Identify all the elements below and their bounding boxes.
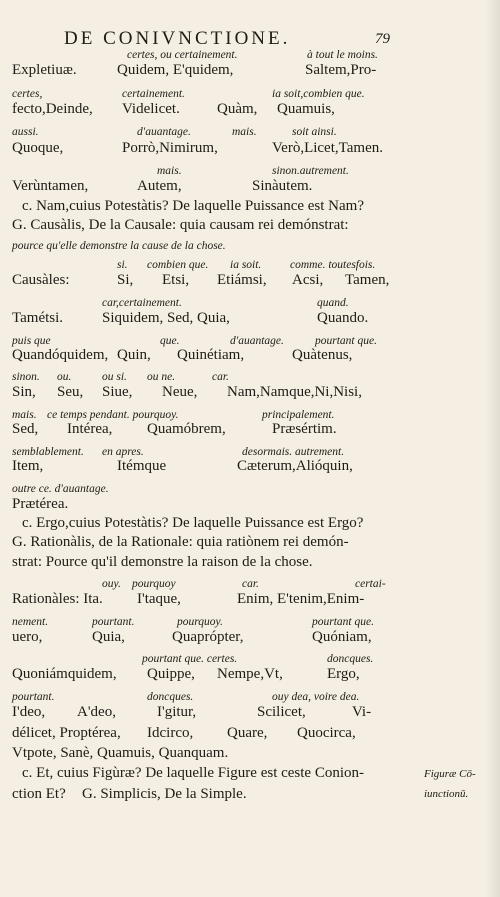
gloss-text: ce temps pendant. pourquoy. [47,409,179,421]
latin-text: Tamen, [345,272,390,288]
gloss-text: ouy dea, voire dea. [272,691,360,703]
latin-text: Sed, [12,421,39,437]
latin-text: Vtpote, Sanè, Quamuis, Quanquam. [12,745,229,761]
gloss-text: ia soit. [230,259,262,271]
latin-text: Quando. [317,310,369,326]
text-line [0,382,500,404]
text-line [0,345,500,367]
latin-text: I'gitur, [157,704,197,720]
gloss-text: nement. [12,616,49,628]
gloss-text: d'auantage. [137,126,191,138]
gloss-text: ou. [57,371,72,383]
latin-text: Cæterum,Alióquin, [237,458,353,474]
gloss-text: mais. [12,409,37,421]
latin-text: Quippe, [147,666,195,682]
text-line [0,552,500,574]
page-number: 79 [375,31,390,47]
gloss-text: pourtant que. [312,616,374,628]
latin-text: Nam,Namque,Ni,Nisi, [227,384,362,400]
latin-text: Præsértim. [272,421,337,437]
latin-text: Quàtenus, [292,347,353,363]
margin-note: iunctionū. [424,788,469,800]
latin-text: Quin, [117,347,151,363]
text-line [0,589,500,611]
latin-text: Quocirca, [297,725,356,741]
latin-text: strat: Pource qu'il demonstre la raison de la chose. [12,554,313,570]
text-line [0,419,500,441]
latin-text: c. Et, cuius Figùræ? De laquelle Figure est ceste Conion- [22,765,365,781]
text-line [0,723,500,745]
gloss-text: principalement. [262,409,335,421]
latin-text: Quia, [92,629,125,645]
gloss-text: comme. toutesfois. [290,259,376,271]
text-line [0,176,500,198]
latin-text: Quare, [227,725,268,741]
text-line [0,215,500,237]
text-line [0,138,500,160]
latin-text: Ergo, [327,666,360,682]
latin-text: c. Ergo,cuius Potestàtis? De laquelle Puissance est Ergo? [22,515,364,531]
latin-text: Idcirco, [147,725,194,741]
latin-text: Videlicet. [122,101,180,117]
gloss-text: pourtant que. [315,335,377,347]
gloss-text: certes, [12,88,43,100]
gloss-text: pource qu'elle demonstre la cause de la chose. [12,240,226,252]
latin-text: Verò,Licet,Tamen. [272,140,383,156]
latin-text: uero, [12,629,43,645]
text-line [0,270,500,292]
gloss-text: d'auantage. [230,335,284,347]
gloss-text: à tout le moins. [307,49,378,61]
latin-text: délicet, Proptérea, [12,725,121,741]
gloss-text: outre ce. d'auantage. [12,483,109,495]
text-line [0,99,500,121]
gloss-text: ouy. [102,578,121,590]
latin-text: Porrò,Nimirum, [122,140,218,156]
gloss-text: pourtant. [92,616,135,628]
page-edge-shadow [486,0,500,897]
gloss-text: ou ne. [147,371,176,383]
latin-text: Intérea, [67,421,113,437]
latin-text: G. Causàlis, De la Causale: quia causam rei demónstrat: [12,217,349,233]
latin-text: Causàles: [12,272,70,288]
latin-text: Quidem, E'quidem, [117,62,234,78]
latin-text: I'taque, [137,591,181,607]
text-line [0,627,500,649]
gloss-text: sinon. [12,371,40,383]
latin-text: Vi- [352,704,372,720]
latin-text: Quóniam, [312,629,372,645]
running-header: DE CONIVNCTIONE. [64,28,291,49]
gloss-text: pourtant. [12,691,55,703]
latin-text: Tamétsi. [12,310,64,326]
gloss-text: ia soit,combien que. [272,88,365,100]
gloss-text: certainement. [122,88,185,100]
latin-text: ction Et? [12,786,66,802]
gloss-text: pourquoy [132,578,176,590]
gloss-text: car. [212,371,229,383]
latin-text: Autem, [137,178,182,194]
latin-text: Enim, E'tenim,Enim- [237,591,365,607]
text-line [0,702,500,724]
latin-text: Saltem,Pro- [305,62,377,78]
latin-text: Neue, [162,384,198,400]
text-line [0,664,500,686]
gloss-text: sinon.autrement. [272,165,349,177]
gloss-text: certai- [355,578,386,590]
latin-text: Siue, [102,384,133,400]
latin-text: Scilicet, [257,704,306,720]
latin-text: Sinàutem. [252,178,313,194]
latin-text: Acsi, [292,272,324,288]
gloss-text: ou si. [102,371,127,383]
latin-text: fecto,Deinde, [12,101,93,117]
latin-text: Verùntamen, [12,178,89,194]
latin-text: Quamóbrem, [147,421,226,437]
latin-text: Etsi, [162,272,190,288]
latin-text: G. Simplicis, De la Simple. [82,786,247,802]
gloss-text: en apres. [102,446,144,458]
latin-text: Sin, [12,384,36,400]
latin-text: Quoniámquidem, [12,666,117,682]
latin-text: Quoque, [12,140,64,156]
latin-text: G. Rationàlis, de la Rationale: quia ratiònem rei demón- [12,534,349,550]
gloss-text: que. [160,335,180,347]
latin-text: Rationàles: Ita. [12,591,103,607]
text-line [0,308,500,330]
latin-text: Seu, [57,384,84,400]
gloss-text: certes, ou certainement. [127,49,238,61]
text-line [0,743,500,765]
latin-text: c. Nam,cuius Potestàtis? De laquelle Puissance est Nam? [22,198,364,214]
margin-note: Figuræ Cō- [424,768,476,780]
latin-text: Expletiuæ. [12,62,77,78]
latin-text: Nempe,Vt, [217,666,283,682]
latin-text: Quaprópter, [172,629,244,645]
gloss-text: si. [117,259,128,271]
gloss-text: car. [242,578,259,590]
gloss-text: quand. [317,297,349,309]
gloss-text: pourtant que. certes. [142,653,238,665]
text-line [0,532,500,554]
gloss-text: semblablement. [12,446,84,458]
latin-text: Etiámsi, [217,272,267,288]
latin-text: I'deo, [12,704,46,720]
latin-text: Siquidem, Sed, Quia, [102,310,230,326]
gloss-text: desormais. autrement. [242,446,345,458]
gloss-text: puis que [12,335,51,347]
gloss-text: car,certainement. [102,297,182,309]
gloss-text: mais. [232,126,257,138]
gloss-text: mais. [157,165,182,177]
gloss-text: doncques. [327,653,374,665]
latin-text: A'deo, [77,704,116,720]
latin-text: Prætérea. [12,496,69,512]
latin-text: Item, [12,458,44,474]
latin-text: Quandóquidem, [12,347,109,363]
gloss-text: aussi. [12,126,39,138]
text-line [0,456,500,478]
gloss-text: doncques. [147,691,194,703]
text-line [0,60,500,82]
gloss-text: combien que. [147,259,209,271]
latin-text: Quinétiam, [177,347,245,363]
latin-text: Quàm, [217,101,258,117]
gloss-text: soit ainsi. [292,126,337,138]
latin-text: Quamuis, [277,101,335,117]
latin-text: Si, [117,272,134,288]
gloss-text: pourquoy. [177,616,223,628]
latin-text: Itémque [117,458,167,474]
